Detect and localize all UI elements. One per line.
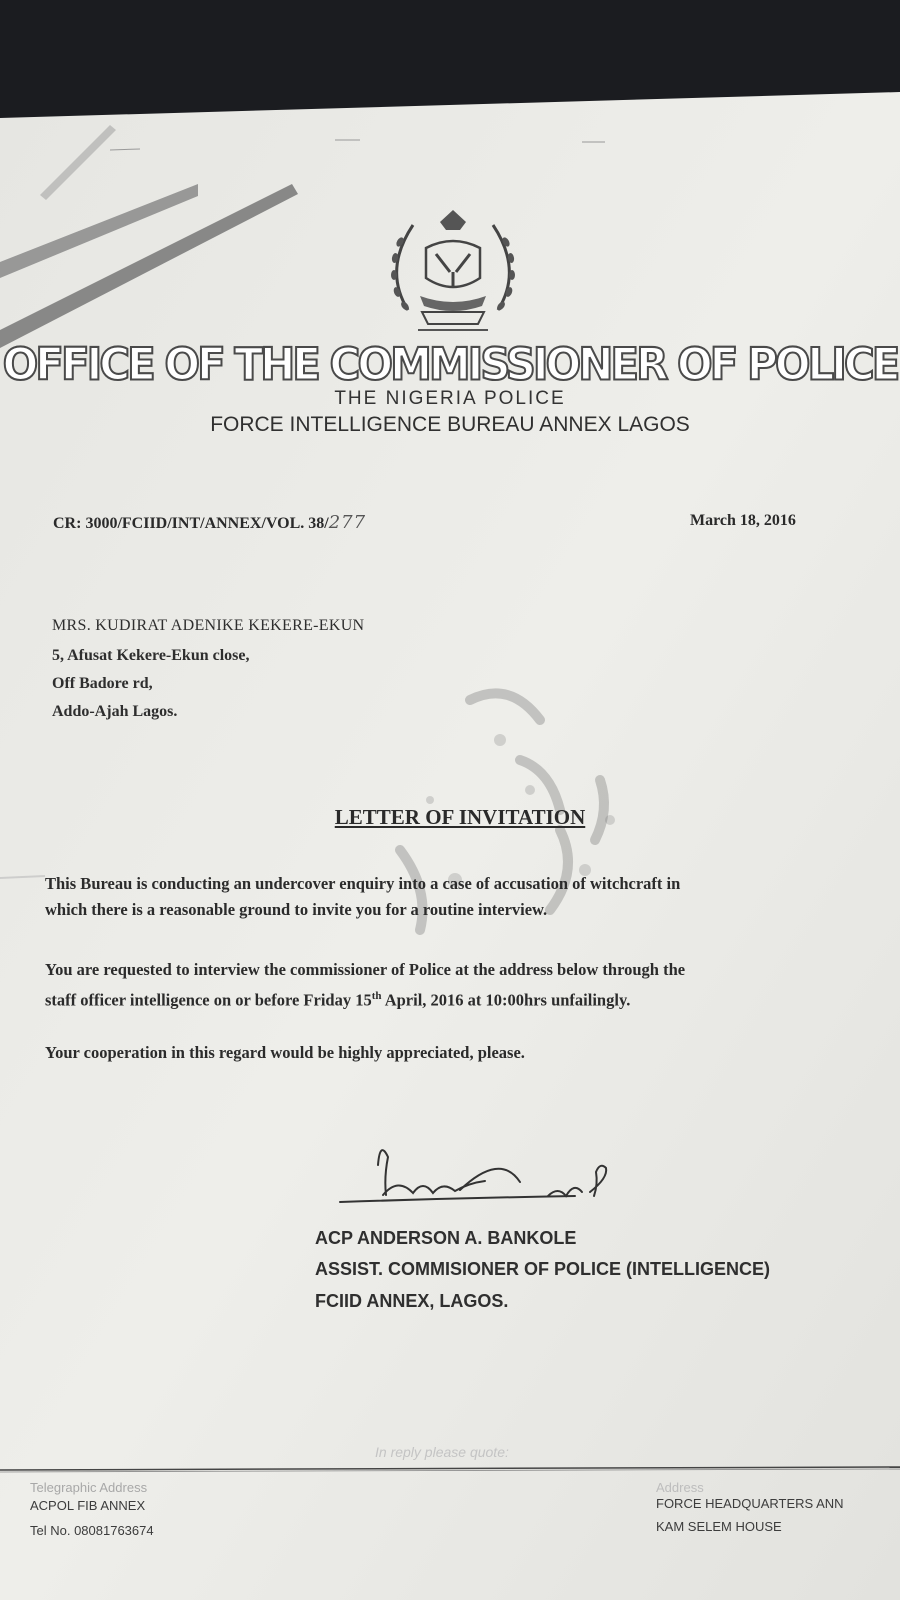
signatory-unit: FCIID ANNEX, LAGOS. bbox=[315, 1291, 509, 1311]
recipient-name: MRS. KUDIRAT ADENIKE KEKERE-EKUN bbox=[52, 617, 365, 634]
paragraph-1-line-1: This Bureau is conducting an undercover enquiry into a case of accusation of witchcraft in bbox=[45, 874, 681, 893]
signatory-title: ASSIST. COMMISIONER OF POLICE (INTELLIGENCE) bbox=[315, 1259, 771, 1279]
recipient-address-line2: Off Badore rd, bbox=[52, 675, 153, 692]
bureau-name: FORCE INTELLIGENCE BUREAU ANNEX LAGOS bbox=[210, 413, 690, 436]
telegraphic-address-value: ACPOL FIB ANNEX bbox=[30, 1498, 146, 1513]
recipient-address-line1: 5, Afusat Kekere-Ekun close, bbox=[52, 647, 250, 664]
organization-name: THE NIGERIA POLICE bbox=[334, 388, 566, 409]
recipient-address-line3: Addo-Ajah Lagos. bbox=[52, 703, 178, 720]
paragraph-2-text-after: April, 2016 at 10:00hrs unfailingly. bbox=[381, 990, 631, 1010]
letter-date: March 18, 2016 bbox=[690, 512, 796, 529]
reply-quote-note: In reply please quote: bbox=[375, 1444, 509, 1460]
paragraph-2-line-2 bbox=[45, 984, 875, 1013]
paragraph-2-line-1: You are requested to interview the commissioner of Police at the address below through the bbox=[45, 960, 686, 979]
office-title: OFFICE OF THE COMMISSIONER OF POLICE bbox=[2, 338, 898, 391]
reference-number bbox=[53, 512, 366, 533]
telephone-number: Tel No. 08081763674 bbox=[30, 1523, 154, 1538]
paragraph-3: Your cooperation in this regard would be highly appreciated, please. bbox=[45, 1043, 525, 1062]
letter-heading: LETTER OF INVITATION bbox=[334, 805, 586, 829]
paragraph-1-line-2: which there is a reasonable ground to invite you for a routine interview. bbox=[45, 900, 548, 919]
paragraph-2-text-before: staff officer intelligence on or before Friday 15 bbox=[45, 990, 372, 1010]
signatory-name: ACP ANDERSON A. BANKOLE bbox=[315, 1228, 577, 1248]
reference-label: CR: 3000/FCIID/INT/ANNEX/VOL. 38/ bbox=[53, 515, 329, 532]
footer-address-line2: KAM SELEM HOUSE bbox=[656, 1519, 782, 1534]
telegraphic-address-label: Telegraphic Address bbox=[30, 1480, 148, 1495]
address-label: Address bbox=[656, 1480, 704, 1495]
paragraph-2-superscript: th bbox=[371, 990, 382, 1002]
footer-address-line1: FORCE HEADQUARTERS ANN bbox=[656, 1496, 844, 1511]
reference-handwritten-number: 277 bbox=[328, 512, 367, 533]
police-crest-emblem bbox=[378, 200, 528, 350]
